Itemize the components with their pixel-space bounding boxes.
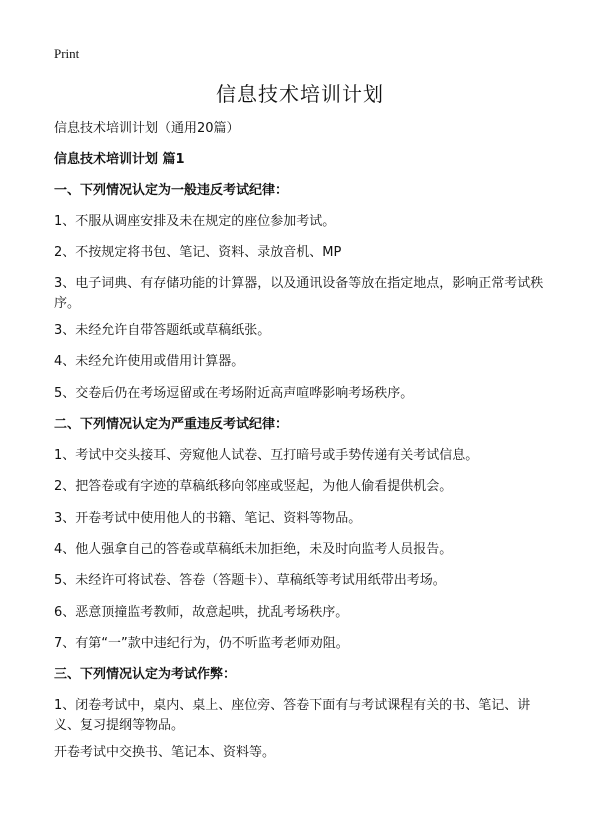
document-subtitle: 信息技术培训计划（通用20篇） [54,121,240,136]
section3-item: 开卷考试中交换书、笔记本、资料等。 [54,745,276,760]
document-title: 信息技术培训计划 [216,82,384,106]
section2-heading: 二、下列情况认定为严重违反考试纪律： [54,417,289,432]
section2-item: 7、有第“一”款中违纪行为，仍不听监考老师劝阻。 [54,636,349,651]
section2-item: 3、开卷考试中使用他人的书籍、笔记、资料等物品。 [54,511,362,526]
section1-item: 4、未经允许使用或借用计算器。 [54,354,245,369]
print-link[interactable]: Print [54,46,80,61]
section2-item: 2、把答卷或有字迹的草稿纸移向邻座或竖起，为他人偷看提供机会。 [54,479,453,494]
section1-item: 3、电子词典、有存储功能的计算器，以及通讯设备等放在指定地点，影响正常考试秩序。 [54,276,544,311]
section3-item: 1、闭卷考试中，桌内、桌上、座位旁、答卷下面有与考试课程有关的书、笔记、讲义、复习提纲等物品。 [54,698,531,733]
section1-heading: 一、下列情况认定为一般违反考试纪律： [54,183,289,198]
section2-item: 6、恶意顶撞监考教师，故意起哄，扰乱考场秩序。 [54,605,349,620]
section2-item: 5、未经许可将试卷、答卷（答题卡）、草稿纸等考试用纸带出考场。 [54,573,446,588]
section1-item: 5、交卷后仍在考场逗留或在考场附近高声喧哗影响考场秩序。 [54,386,414,401]
section1-item: 3、未经允许自带答题纸或草稿纸张。 [54,323,271,338]
section1-item: 1、不服从调座安排及未在规定的座位参加考试。 [54,214,336,229]
section3-heading: 三、下列情况认定为考试作弊： [54,667,237,682]
section2-item: 4、他人强拿自己的答卷或草稿纸未加拒绝，未及时向监考人员报告。 [54,542,453,557]
chapter-heading: 信息技术培训计划 篇1 [54,152,185,167]
section1-item: 2、不按规定将书包、笔记、资料、录放音机、MP [54,245,342,260]
section2-item: 1、考试中交头接耳、旁窥他人试卷、互打暗号或手势传递有关考试信息。 [54,448,479,463]
